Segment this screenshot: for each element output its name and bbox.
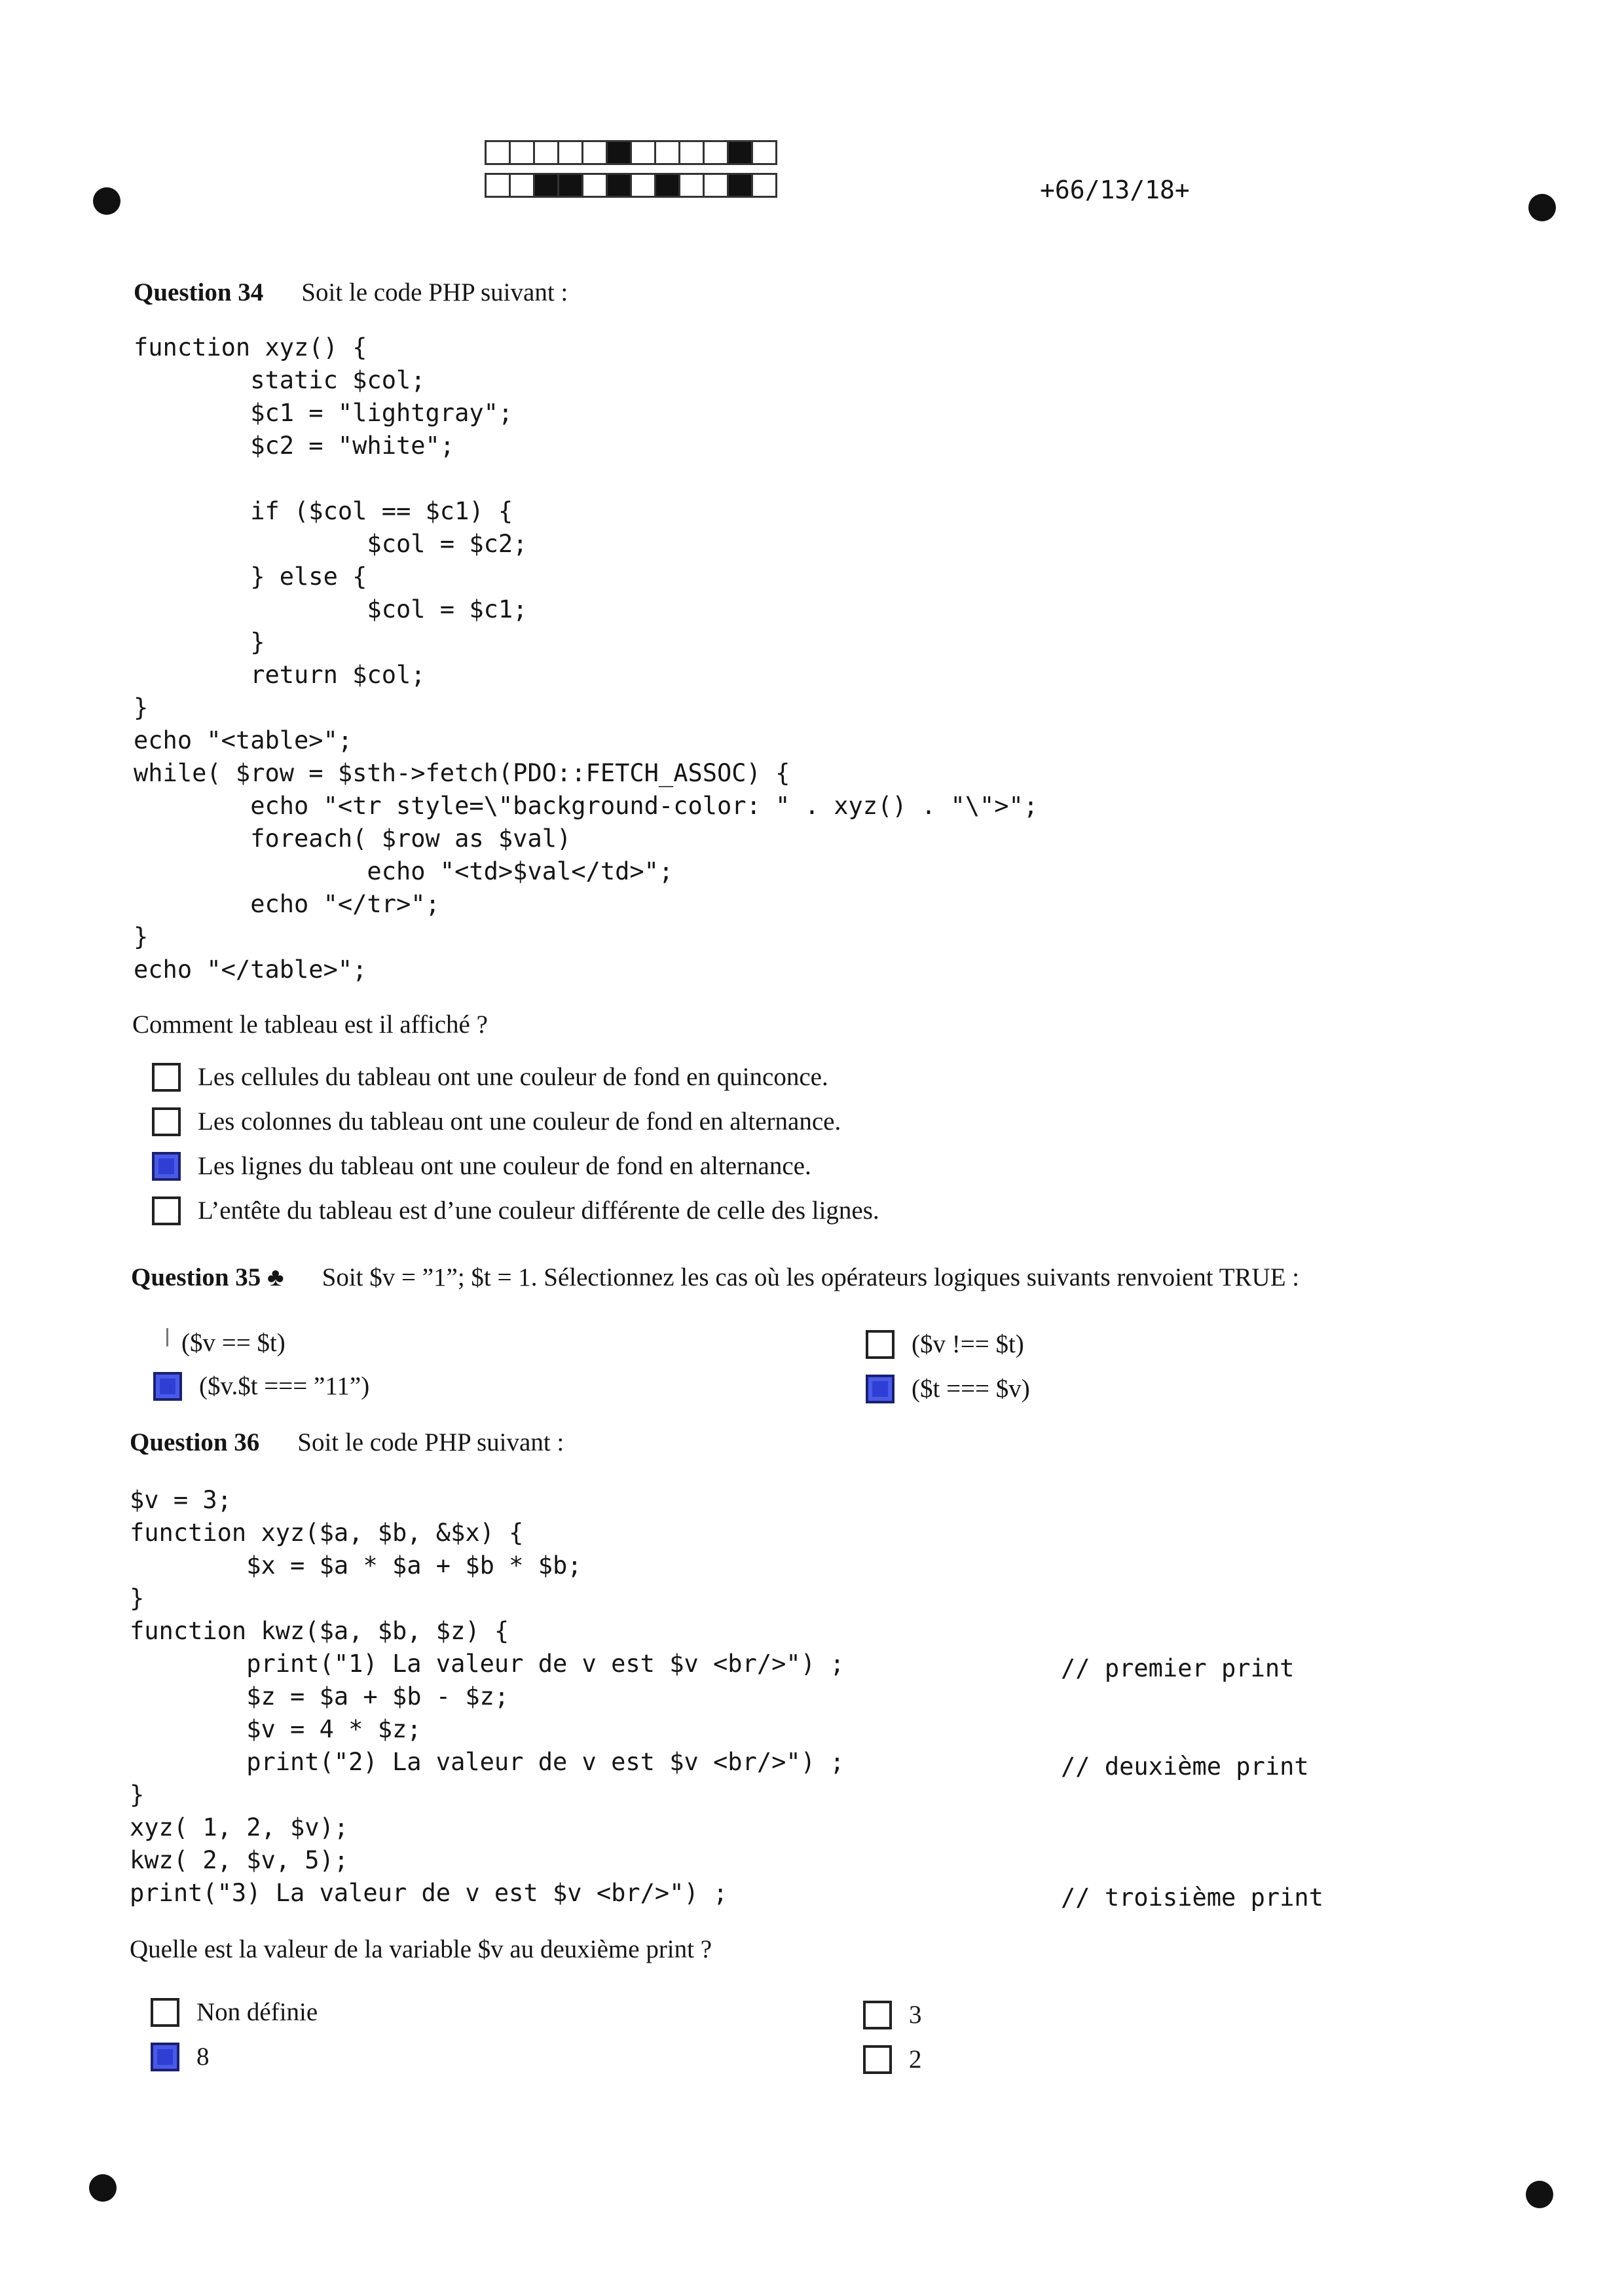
q34-option-3-label: Les lignes du tableau ont une couleur de fond en alternance. [198, 1152, 811, 1180]
q34-option-1-checkbox[interactable] [152, 1063, 181, 1092]
q34-option-2-label: Les colonnes du tableau ont une couleur de fond en alternance. [198, 1107, 841, 1136]
registration-mark-bottom-left [89, 2174, 117, 2202]
q36-option-2-checkbox-checked[interactable] [151, 2043, 179, 2071]
q34-option-3-checkbox-checked[interactable] [152, 1152, 181, 1181]
q34-option-1-label: Les cellules du tableau ont une couleur de fond en quinconce. [198, 1063, 828, 1091]
q35-option-4[interactable] [866, 1374, 1030, 1403]
q35-option-2-label: ($v.$t === ”11”) [199, 1372, 370, 1400]
q36-option-3-checkbox[interactable] [863, 2001, 892, 2029]
q36-label: Question 36 [130, 1428, 260, 1456]
q36-option-4-label: 2 [909, 2045, 922, 2073]
q36-option-3[interactable] [863, 2000, 922, 2029]
q35-option-2-checkbox-checked[interactable] [153, 1372, 182, 1401]
q35-option-4-checkbox-checked[interactable] [866, 1375, 895, 1403]
q34-option-4-label: L’entête du tableau est d’une couleur différente de celle des lignes. [198, 1196, 879, 1225]
q35-option-2[interactable] [153, 1371, 369, 1401]
q35-option-1-stray-mark [166, 1328, 168, 1346]
q34-label: Question 34 [134, 278, 264, 306]
q36-option-2[interactable] [151, 2042, 210, 2071]
q35-option-1-label: ($v == $t) [181, 1329, 286, 1357]
registration-mark-bottom-right [1526, 2181, 1553, 2208]
q36-comment-first-print: // premier print [1061, 1654, 1295, 1682]
q35-intro: Soit $v = ”1”; $t = 1. Sélectionnez les cas où les opérateurs logiques suivants renvoient TRUE : [322, 1263, 1300, 1291]
q34-option-2[interactable] [152, 1107, 841, 1136]
q36-option-1[interactable] [151, 1997, 318, 2027]
q34-option-3[interactable] [152, 1151, 811, 1181]
q34-option-1[interactable] [152, 1062, 828, 1092]
q35-option-1[interactable] [153, 1328, 286, 1358]
q36-option-3-label: 3 [909, 2001, 922, 2029]
q36-option-1-label: Non définie [196, 1998, 318, 2026]
q35-option-3[interactable] [866, 1329, 1024, 1359]
q36-option-4[interactable] [863, 2045, 922, 2074]
q34-question: Comment le tableau est il affiché ? [132, 1010, 488, 1039]
q34-option-4-checkbox[interactable] [152, 1196, 181, 1225]
id-grid-row-1 [485, 140, 775, 165]
q36-comment-third-print: // troisième print [1061, 1883, 1323, 1912]
q35-option-3-label: ($v !== $t) [912, 1330, 1024, 1358]
q35-option-3-checkbox[interactable] [866, 1330, 895, 1359]
id-grid-row-2 [485, 173, 775, 198]
q34-option-2-checkbox[interactable] [152, 1107, 181, 1136]
q36-option-2-label: 8 [196, 2043, 210, 2071]
q36-question: Quelle est la valeur de la variable $v au deuxième print ? [130, 1935, 712, 1963]
registration-mark-top-right [1528, 194, 1556, 221]
q34-option-4[interactable] [152, 1196, 879, 1225]
q35-option-4-label: ($t === $v) [912, 1375, 1030, 1403]
page-serial: +66/13/18+ [1040, 176, 1190, 204]
q36-code: $v = 3; function xyz($a, $b, &$x) { $x = $a * $a + $b * $b; } function kwz($a, $b, $z) { print("1) La valeur de v est $v <br/>") ; $z = $a + $b - $z; $v = 4 * $z; print("2) La valeur de v est $v <br/>") ; } xyz( 1, 2, $v); kwz( 2, $v, 5); print("3) La valeur de v est $v <br/>") ; [130, 1486, 845, 1907]
registration-mark-top-left [93, 187, 120, 215]
q34-intro: Soit le code PHP suivant : [301, 278, 568, 306]
q36-header [130, 1428, 564, 1457]
q36-option-4-checkbox[interactable] [863, 2045, 892, 2074]
q34-header [134, 278, 568, 307]
q36-comment-second-print: // deuxième print [1061, 1752, 1309, 1781]
q35-label: Question 35 ♣ [131, 1263, 284, 1291]
q34-code: function xyz() { static $col; $c1 = "lightgray"; $c2 = "white"; if ($col == $c1) { $col = $c2; } else { $col = $c1; } return $col; } echo "<table>"; while( $row = $sth->fetch(PDO::FETCH_ASSOC) { echo "<tr style=\"background-color: " . xyz() . "\">"; foreach( $row as $val) echo "<td>$val</td>"; echo "</tr>"; } echo "</table>"; [134, 333, 1039, 984]
q35-header [131, 1263, 1299, 1292]
q36-intro: Soit le code PHP suivant : [297, 1428, 564, 1456]
q36-option-1-checkbox[interactable] [151, 1998, 179, 2027]
